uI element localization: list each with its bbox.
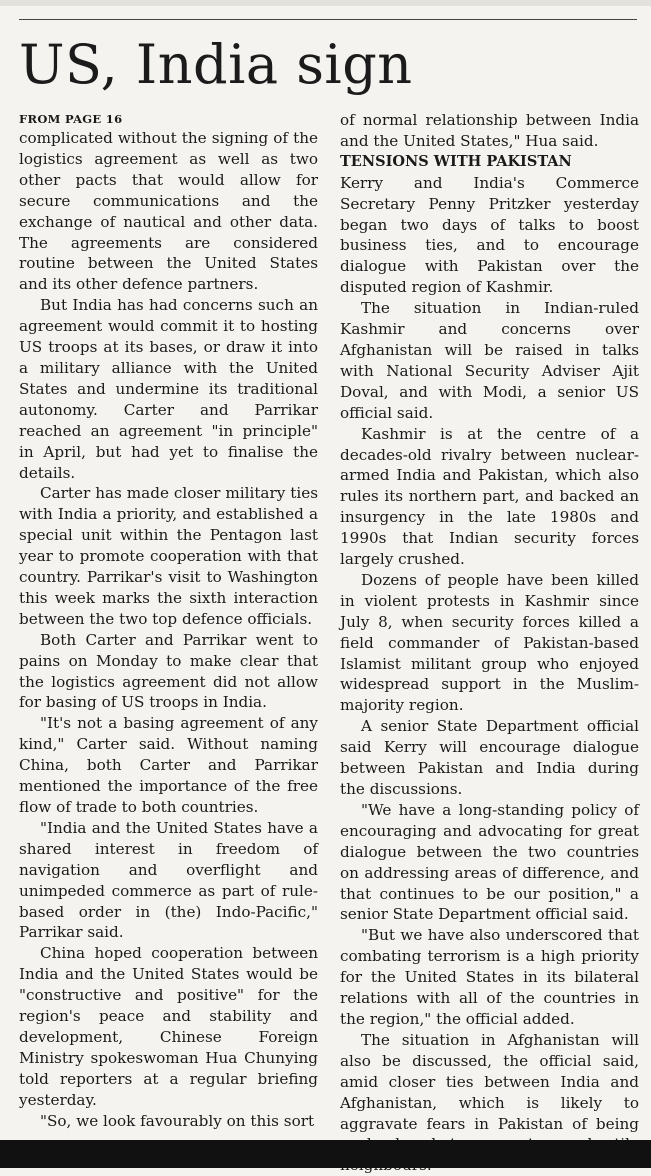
paragraph: A senior State Department official said Kerry will encourage dialogue between Pakistan and India during the discussions. xyxy=(340,717,639,798)
paragraph: Carter has made closer military ties with India a priority, and established a special unit within the Pentagon last year to promote cooperation with that country. Parrikar's visit to Washington this week marks the sixth interaction between the two top defence officials. xyxy=(19,484,318,628)
paragraph: The situation in Indian-ruled Kashmir and concerns over Afghanistan will be raised in talks with National Security Adviser Ajit Doval, and with Modi, a senior US official said. xyxy=(340,299,639,422)
previous-article-cutoff xyxy=(0,0,651,6)
scan-bottom-edge xyxy=(0,1140,651,1168)
paragraph: "So, we look favourably on this sort xyxy=(40,1111,315,1130)
paragraph: The situation in Afghanistan will also be discussed, the official said, amid closer ties between India and Afghanistan, which is likely to aggravate fears in Pakistan of being xyxy=(340,1030,639,1133)
paragraph: Kashmir is at the centre of a decades-old rivalry between nuclear-armed India and Pakistan, which also rules its northern part, and backed an insurgency in the late 1980s and 1990s that Indian security forces largely crushed. xyxy=(340,424,639,569)
article-column-left xyxy=(19,110,318,1132)
paragraph: complicated without the signing of the logistics agreement as well as two other pacts that would allow for secure communications and the exchange of nautical and other data. The agreements are considered routine between the United States and its other defence partners. xyxy=(19,129,318,294)
paragraph: "It's not a basing agreement of any kind," Carter said. Without naming China, both Carter and Parrikar mentioned the importance of the free flow of trade to both countries. xyxy=(19,714,318,816)
article-headline: US, India sign xyxy=(19,33,413,96)
paragraph: Dozens of people have been killed in violent protests in Kashmir since July 8, when security forces killed a field commander of Pakistan-based Islamist militant group who enjoyed widespread support in the Muslim-majority region. xyxy=(340,570,639,715)
article-column-right xyxy=(340,110,639,1176)
continuation-label: FROM PAGE 16 xyxy=(19,112,123,126)
paragraph: But India has had concerns such an agreement would commit it to hosting US troops at its bases, or draw it into a military alliance with the United States and undermine its traditional autonomy. Carter and Parrikar reached an agreement "in principle" in April, but had yet to finalise the details. xyxy=(19,296,318,482)
paragraph: "But we have also underscored that combating terrorism is a high priority for the United States in its bilateral relations with all of the countries in the region," the official added. xyxy=(340,926,639,1028)
paragraph: of normal relationship between India and the United States," Hua said. xyxy=(340,111,639,150)
paragraph: China hoped cooperation between India and the United States would be "constructive and positive" for the region's peace and stability and development, Chinese Foreign Ministry spokeswoman Hua Chunying told reporters at a regular briefing yesterday. xyxy=(19,944,318,1109)
section-subhead: TENSIONS WITH PAKISTAN xyxy=(340,152,572,170)
paragraph: Both Carter and Parrikar went to pains on Monday to make clear that the logistics agreement did not allow for basing of US troops in India. xyxy=(19,630,318,712)
paragraph: "India and the United States have a shared interest in freedom of navigation and overflight and unimpeded commerce as part of rule-based order in (the) Indo-Pacific," Parrikar said. xyxy=(19,818,318,942)
paragraph: "We have a long-standing policy of encouraging and advocating for great dialogue between the two countries on addressing areas of difference, and that continues to be our position," a senior State Department official said. xyxy=(340,800,639,924)
top-divider xyxy=(19,19,637,20)
paragraph: Kerry and India's Commerce Secretary Penny Pritzker yesterday began two days of talks to boost business ties, and to encourage dialogue with Pakistan over the disputed region of Kashmir. xyxy=(340,173,639,297)
